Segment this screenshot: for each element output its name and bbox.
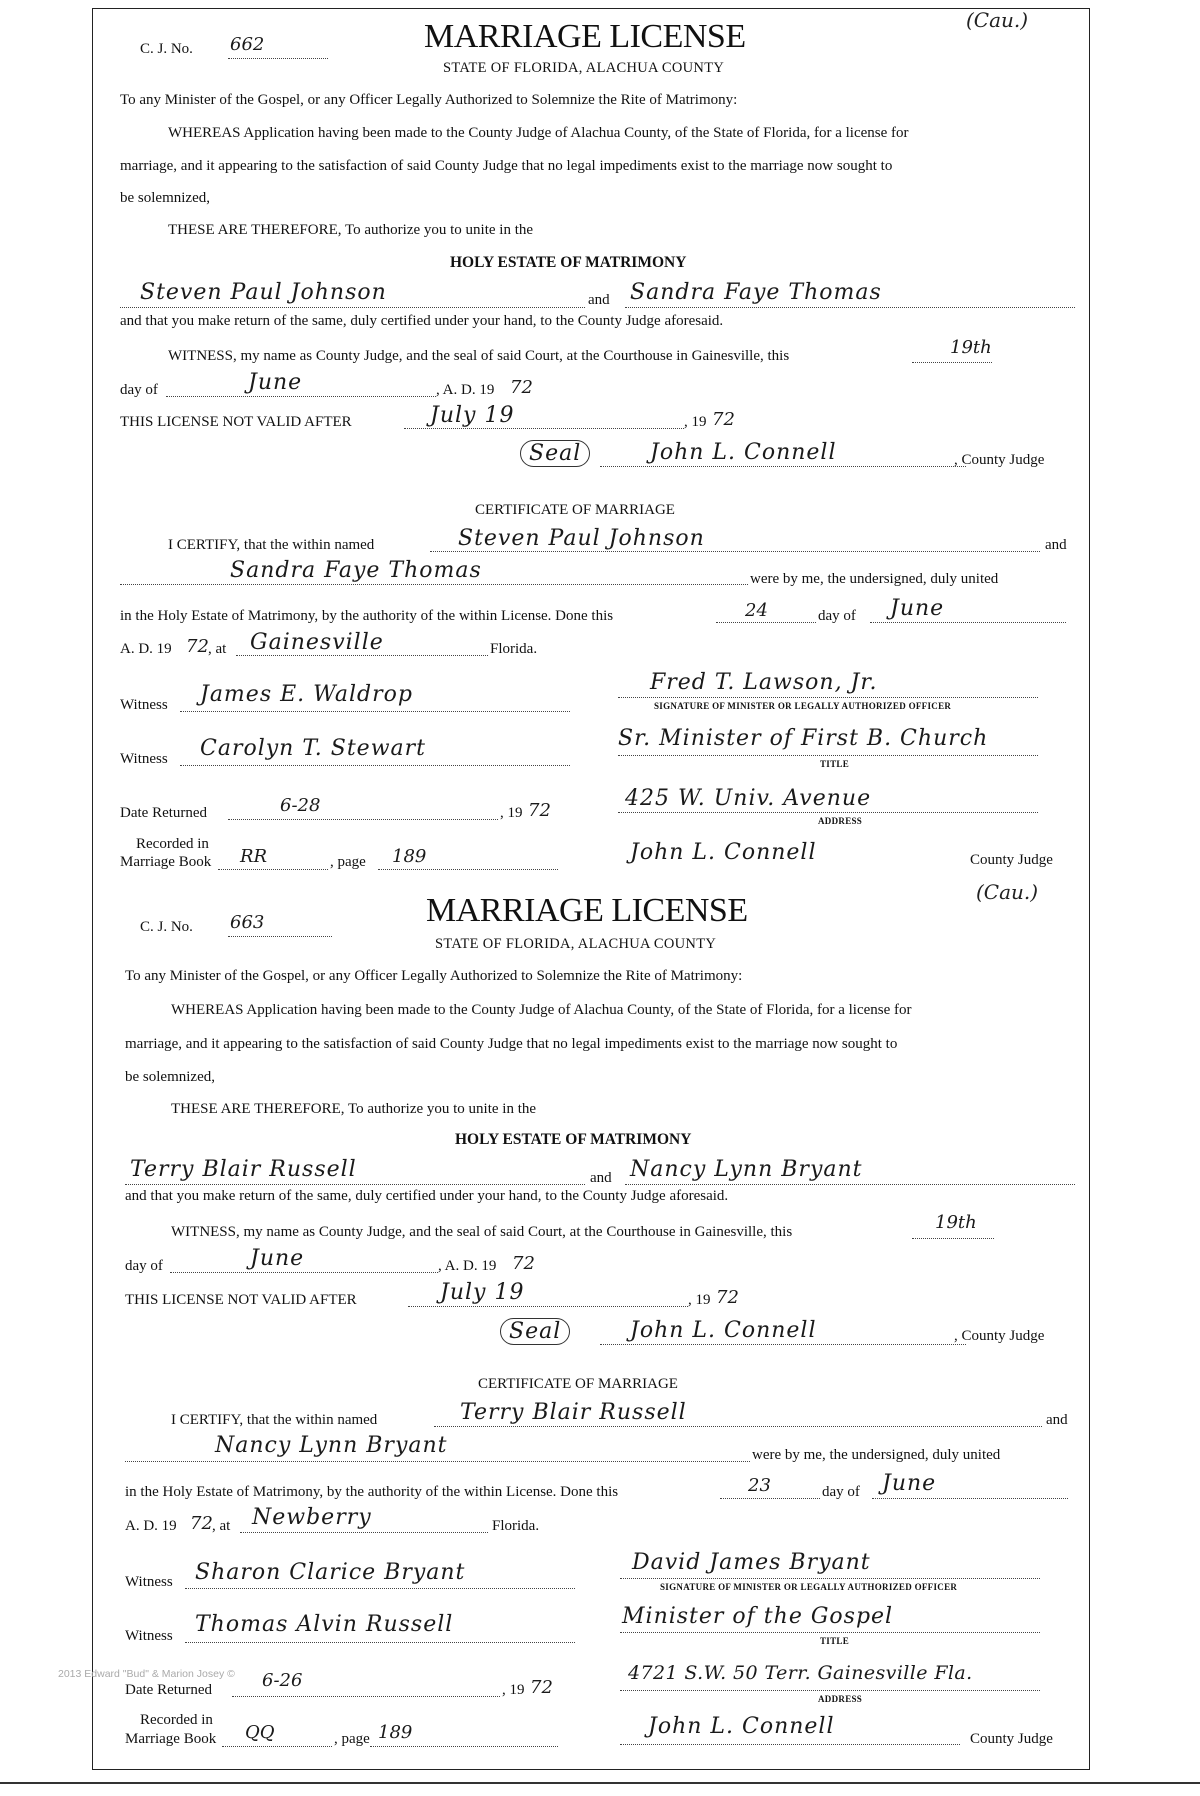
place: Gainesville [250, 630, 384, 655]
recorded-county-judge: County Judge [970, 1731, 1053, 1747]
holy-estate-heading: HOLY ESTATE OF MATRIMONY [450, 254, 687, 271]
returned-year: 72 [530, 1677, 553, 1698]
license-year: 72 [512, 1253, 535, 1274]
license-title: MARRIAGE LICENSE [426, 892, 748, 929]
date-returned: 6-28 [280, 795, 321, 816]
page-label: , page [330, 854, 366, 870]
document-frame [92, 8, 1090, 1770]
cj-number: 663 [230, 912, 265, 933]
at-label: , at [212, 1518, 231, 1534]
witness-1: Sharon Clarice Bryant [195, 1560, 466, 1585]
officer-address: 425 W. Univ. Avenue [625, 786, 872, 811]
done-day: 23 [748, 1475, 771, 1496]
whereas-line-1: WHEREAS Application having been made to the County Judge of Alachua County, of the State of Florida, for a license for [171, 1002, 912, 1018]
ad-label: , A. D. 19 [438, 1258, 497, 1274]
witness-2-label: Witness [125, 1628, 173, 1644]
not-valid-label: THIS LICENSE NOT VALID AFTER [120, 414, 352, 430]
groom-name: Steven Paul Johnson [140, 280, 387, 305]
certify-label: I CERTIFY, that the within named [168, 537, 375, 553]
whereas-line-3: be solemnized, [120, 190, 210, 206]
address-caption: ADDRESS [818, 1694, 863, 1704]
address-caption: ADDRESS [818, 816, 863, 826]
cj-label: C. J. No. [140, 919, 193, 935]
copyright-watermark: 2013 Edward "Bud" & Marion Josey © [58, 1668, 235, 1680]
day-of-label: day of [120, 382, 158, 398]
license-year: 72 [510, 377, 533, 398]
officer-caption: SIGNATURE OF MINISTER OR LEGALLY AUTHORIZED OFFICER [660, 1582, 958, 1592]
returned-year-label: , 19 [502, 1682, 525, 1698]
cert-bride: Sandra Faye Thomas [230, 558, 482, 583]
cert-groom: Terry Blair Russell [460, 1400, 687, 1425]
title-caption: TITLE [820, 759, 850, 769]
and-word: and [588, 292, 610, 308]
witness-2: Carolyn T. Stewart [200, 736, 427, 761]
whereas-line-2: marriage, and it appearing to the satisfaction of said County Judge that no legal impediments exist to the marriage now sought to [120, 158, 893, 174]
witness-1: James E. Waldrop [200, 682, 413, 707]
holy-estate-text: in the Holy Estate of Matrimony, by the authority of the within License. Done this [125, 1484, 619, 1500]
witness-day: 19th [935, 1212, 977, 1233]
date-returned: 6-26 [262, 1670, 303, 1691]
not-valid-year-label: , 19 [684, 414, 707, 430]
salutation: To any Minister of the Gospel, or any Officer Legally Authorized to Solemnize the Rite of Matrimony: [125, 968, 743, 984]
judge-signature: John L. Connell [630, 1318, 817, 1343]
cj-label: C. J. No. [140, 41, 193, 57]
certify-label: I CERTIFY, that the within named [171, 1412, 378, 1428]
page-number: 189 [378, 1722, 413, 1743]
witness-1-label: Witness [120, 697, 168, 713]
and-word: and [590, 1170, 612, 1186]
bride-name: Sandra Faye Thomas [630, 280, 882, 305]
witness-2-label: Witness [120, 751, 168, 767]
date-returned-label: Date Returned [120, 805, 208, 821]
certificate-title: CERTIFICATE OF MARRIAGE [475, 502, 675, 518]
done-month: June [890, 596, 945, 621]
license-subtitle: STATE OF FLORIDA, ALACHUA COUNTY [435, 936, 717, 952]
not-valid-date: July 19 [430, 403, 515, 428]
day-of-2: day of [822, 1484, 860, 1500]
recorded-judge: John L. Connell [630, 840, 817, 865]
book: QQ [245, 1722, 275, 1743]
ad-label: , A. D. 19 [436, 382, 495, 398]
corner-note: (Cau.) [976, 880, 1039, 904]
day-of-2: day of [818, 608, 856, 624]
witness-text: WITNESS, my name as County Judge, and the seal of said Court, at the Courthouse in Gainesville, this [171, 1224, 793, 1240]
done-month: June [882, 1471, 937, 1496]
were-by-me: were by me, the undersigned, duly united [752, 1447, 1001, 1463]
done-year: 72 [186, 636, 209, 657]
seal-stamp: Seal [520, 440, 590, 467]
book: RR [240, 846, 268, 867]
page-number: 189 [392, 846, 427, 867]
officer-caption: SIGNATURE OF MINISTER OR LEGALLY AUTHORIZED OFFICER [654, 701, 952, 711]
title-caption: TITLE [820, 1636, 850, 1646]
salutation: To any Minister of the Gospel, or any Officer Legally Authorized to Solemnize the Rite of Matrimony: [120, 92, 738, 108]
not-valid-date: July 19 [440, 1280, 525, 1305]
groom-name: Terry Blair Russell [130, 1157, 357, 1182]
page-label: , page [334, 1731, 370, 1747]
done-year: 72 [190, 1513, 213, 1534]
day-of-label: day of [125, 1258, 163, 1274]
therefore-text: THESE ARE THEREFORE, To authorize you to unite in the [168, 222, 534, 238]
license-month: June [250, 1246, 305, 1271]
recorded-in: Recorded in [136, 836, 209, 852]
county-judge-label: , County Judge [954, 452, 1045, 468]
county-judge-label: , County Judge [954, 1328, 1045, 1344]
cert-and: and [1045, 537, 1067, 553]
recorded-in: Recorded in [140, 1712, 213, 1728]
holy-estate-text: in the Holy Estate of Matrimony, by the authority of the within License. Done this [120, 608, 614, 624]
returned-year: 72 [528, 800, 551, 821]
corner-note: (Cau.) [966, 8, 1029, 32]
not-valid-year: 72 [712, 409, 735, 430]
return-text: and that you make return of the same, duly certified under your hand, to the County Judge aforesaid. [120, 313, 724, 329]
judge-signature: John L. Connell [650, 440, 837, 465]
marriage-book-label: Marriage Book [125, 1731, 217, 1747]
license-subtitle: STATE OF FLORIDA, ALACHUA COUNTY [443, 60, 725, 76]
cert-bride: Nancy Lynn Bryant [215, 1433, 448, 1458]
florida-label: Florida. [490, 641, 538, 657]
officer-title: Minister of the Gospel [622, 1604, 894, 1629]
marriage-book-label: Marriage Book [120, 854, 212, 870]
cert-groom: Steven Paul Johnson [458, 526, 705, 551]
whereas-line-1: WHEREAS Application having been made to the County Judge of Alachua County, of the State of Florida, for a license for [168, 125, 909, 141]
ad-2-label: A. D. 19 [125, 1518, 177, 1534]
officer-address: 4721 S.W. 50 Terr. Gainesville Fla. [628, 1662, 973, 1684]
returned-year-label: , 19 [500, 805, 523, 821]
officer-signature: David James Bryant [632, 1550, 871, 1575]
recorded-judge: John L. Connell [648, 1714, 835, 1739]
florida-label: Florida. [492, 1518, 540, 1534]
at-label: , at [208, 641, 227, 657]
place: Newberry [252, 1505, 372, 1530]
officer-title: Sr. Minister of First B. Church [618, 726, 989, 751]
certificate-title: CERTIFICATE OF MARRIAGE [478, 1376, 678, 1392]
cj-number: 662 [230, 34, 265, 55]
witness-text: WITNESS, my name as County Judge, and the seal of said Court, at the Courthouse in Gainesville, this [168, 348, 790, 364]
therefore-text: THESE ARE THEREFORE, To authorize you to unite in the [171, 1101, 537, 1117]
whereas-line-3: be solemnized, [125, 1069, 215, 1085]
holy-estate-heading: HOLY ESTATE OF MATRIMONY [455, 1131, 692, 1148]
recorded-county-judge: County Judge [970, 852, 1053, 868]
witness-1-label: Witness [125, 1574, 173, 1590]
not-valid-year-label: , 19 [688, 1292, 711, 1308]
cert-and: and [1046, 1412, 1068, 1428]
date-returned-label: Date Returned [125, 1682, 213, 1698]
bride-name: Nancy Lynn Bryant [630, 1157, 863, 1182]
were-by-me: were by me, the undersigned, duly united [750, 571, 999, 587]
bottom-rule [0, 1782, 1200, 1784]
witness-2: Thomas Alvin Russell [195, 1612, 454, 1637]
seal-stamp: Seal [500, 1318, 570, 1345]
witness-day: 19th [950, 337, 992, 358]
whereas-line-2: marriage, and it appearing to the satisfaction of said County Judge that no legal impediments exist to the marriage now sought to [125, 1036, 898, 1052]
license-title: MARRIAGE LICENSE [424, 18, 746, 55]
done-day: 24 [745, 600, 768, 621]
not-valid-label: THIS LICENSE NOT VALID AFTER [125, 1292, 357, 1308]
officer-signature: Fred T. Lawson, Jr. [650, 670, 878, 695]
license-month: June [248, 370, 303, 395]
not-valid-year: 72 [716, 1287, 739, 1308]
ad-2-label: A. D. 19 [120, 641, 172, 657]
return-text: and that you make return of the same, duly certified under your hand, to the County Judge aforesaid. [125, 1188, 729, 1204]
